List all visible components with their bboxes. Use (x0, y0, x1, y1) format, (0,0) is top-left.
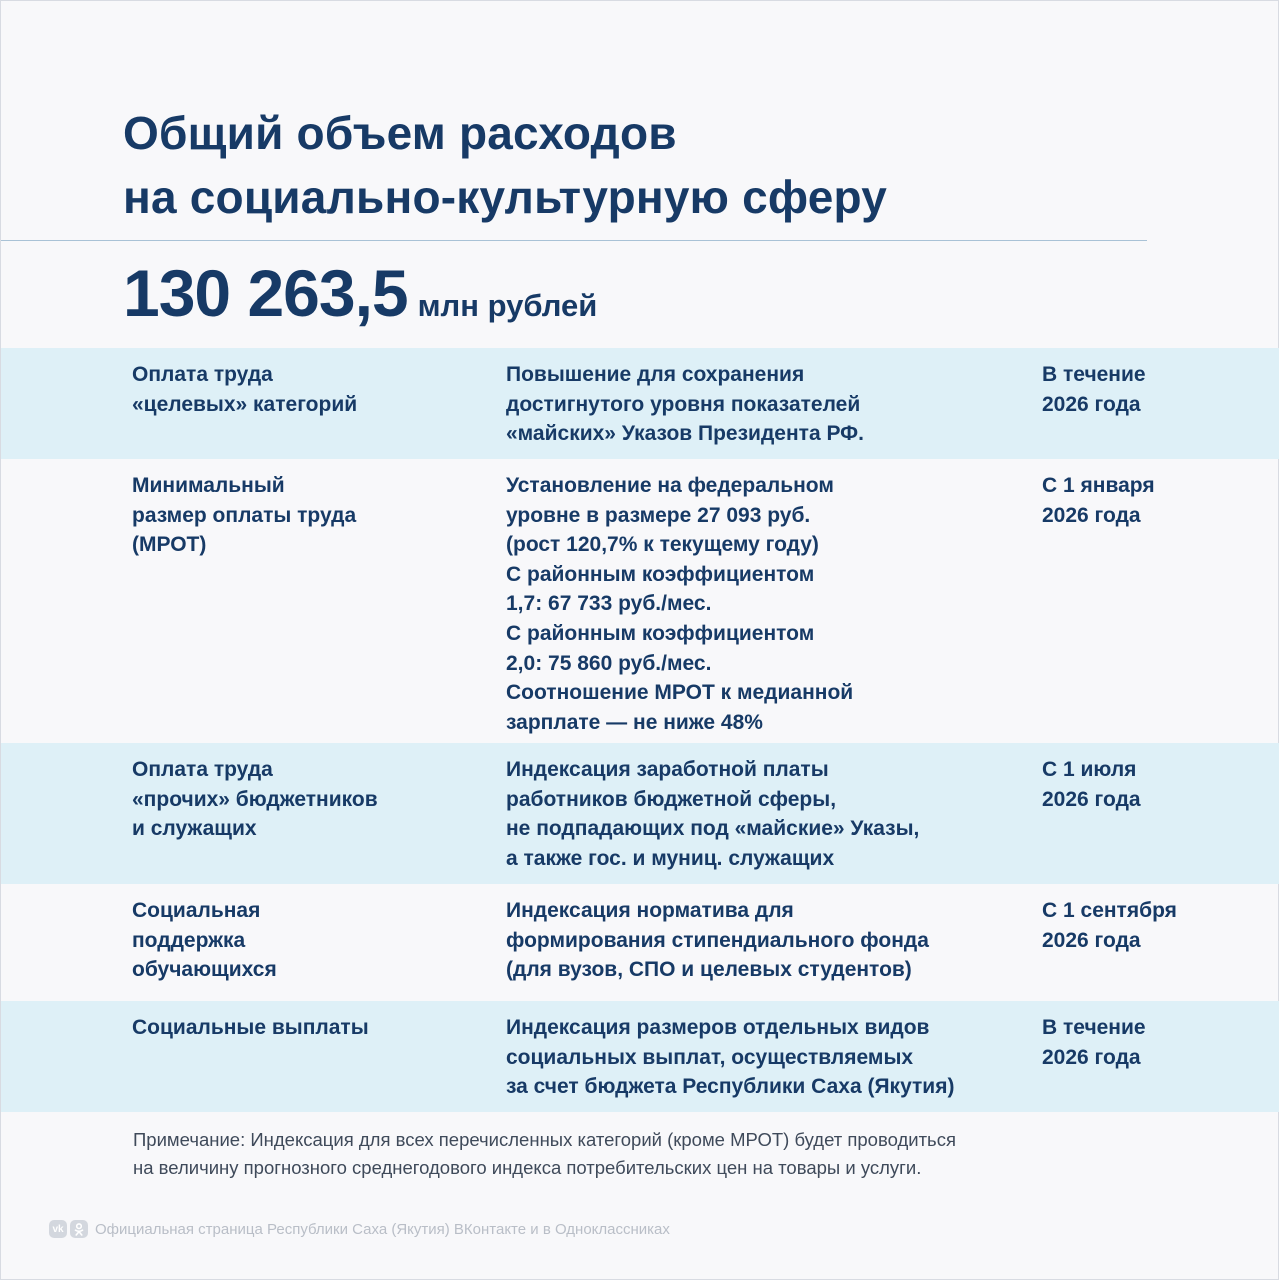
footer (49, 1217, 670, 1241)
row-category: Минимальный размер оплаты труда (МРОТ) (132, 474, 357, 557)
row-description: Индексация норматива для формирования стипендиального фонда (для вузов, СПО и целевых студентов) (506, 899, 929, 982)
row-description: Индексация размеров отдельных видов социальных выплат, осуществляемых за счет бюджета Республики Саха (Якутия) (506, 1016, 955, 1099)
total-amount-value: 130 263,5 (123, 256, 408, 330)
row-category: Оплата труда «прочих» бюджетников и служащих (132, 758, 378, 841)
table-row (1, 884, 1279, 1001)
row-timing: С 1 января 2026 года (1042, 474, 1155, 527)
row-category: Социальные выплаты (132, 1016, 369, 1039)
row-description: Установление на федеральном уровне в размере 27 093 руб. (рост 120,7% к текущему году) С районным коэффициентом 1,7: 67 733 руб./мес. С районным коэффициентом 2,0: 75 860 руб./мес. Соотношение МРОТ к медианной зарплате — не ниже 48% (506, 474, 854, 734)
vk-icon: vk (49, 1220, 67, 1238)
row-timing: В течение 2026 года (1042, 363, 1146, 416)
page-title (123, 101, 887, 229)
table-row (1, 459, 1279, 743)
row-description: Повышение для сохранения достигнутого уровня показателей «майских» Указов Президента РФ. (506, 363, 864, 446)
table-row (1, 348, 1279, 459)
odnoklassniki-icon (70, 1220, 88, 1238)
row-description: Индексация заработной платы работников бюджетной сферы, не подпадающих под «майские» Указы, а также гос. и муниц. служащих (506, 758, 920, 870)
total-amount (123, 253, 597, 333)
footer-text: Официальная страница Республики Саха (Якутия) ВКонтакте и в Одноклассниках (95, 1220, 670, 1238)
table-row (1, 743, 1279, 884)
row-category: Оплата труда «целевых» категорий (132, 363, 358, 416)
footnote: Примечание: Индексация для всех перечисленных категорий (кроме МРОТ) будет проводиться на величину прогнозного среднегодового индекса потребительских цен на товары и услуги. (133, 1129, 956, 1178)
title-divider (1, 240, 1147, 241)
title-line-2: на социально-культурную сферу (123, 171, 887, 223)
row-timing: С 1 сентября 2026 года (1042, 899, 1177, 952)
table-row (1, 1001, 1279, 1112)
row-category: Социальная поддержка обучающихся (132, 899, 277, 982)
row-timing: С 1 июля 2026 года (1042, 758, 1141, 811)
title-line-1: Общий объем расходов (123, 107, 677, 159)
row-timing: В течение 2026 года (1042, 1016, 1146, 1069)
total-amount-unit: млн рублей (417, 288, 598, 323)
